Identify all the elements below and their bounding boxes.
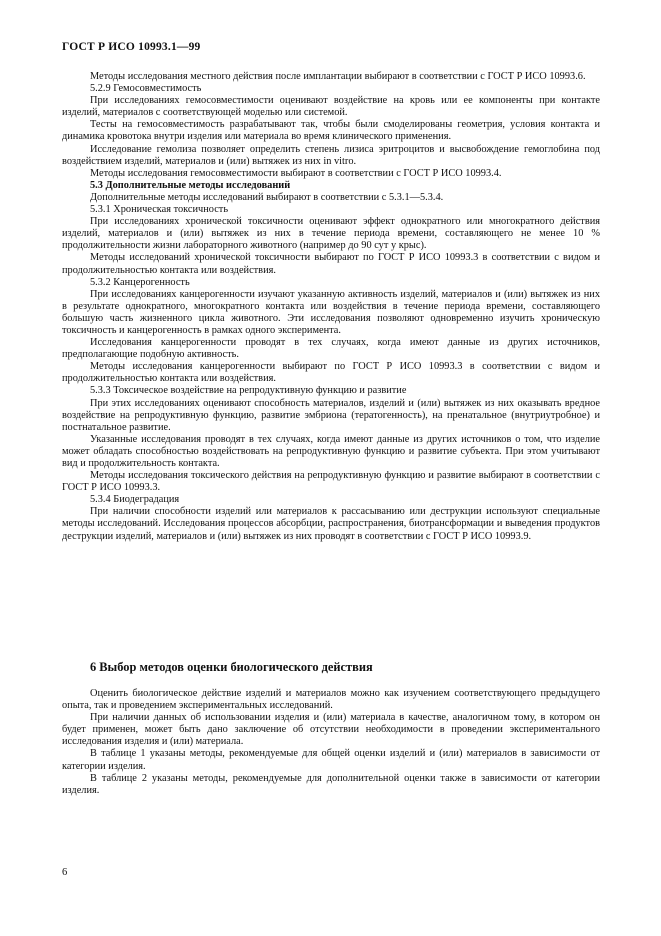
paragraph: Указанные исследования проводят в тех случаях, когда имеют данные из других источников о том, что изделие может обладать способностью воздействовать на репродуктивную функцию и развитие субъекта. При этом учитывают вид и продолжительность контакта. bbox=[62, 433, 600, 469]
paragraph: Методы исследований хронической токсичности выбирают по ГОСТ Р ИСО 10993.3 в соответствии с видом и продолжительностью контакта или воздействия. bbox=[62, 252, 600, 276]
paragraph: Исследования канцерогенности проводят в тех случаях, когда имеют данные из других источников, предполагающие подобную активность. bbox=[62, 337, 600, 361]
paragraph: В таблице 1 указаны методы, рекомендуемые для общей оценки изделий и (или) материалов в зависимости от категории изделия. bbox=[62, 748, 600, 772]
subsection-heading: 5.3.1 Хроническая токсичность bbox=[90, 204, 229, 216]
paragraph: При исследованиях хронической токсичности оценивают эффект однократного или многократного действия изделий, материалов и (или) вытяжек из них в течение периода времени, составляющего не менее 10 % продолжительности жизни лабораторного животного (например до 90 сут у крыс). bbox=[62, 216, 600, 252]
subsection-heading: 5.3.4 Биодеградация bbox=[90, 494, 180, 506]
section-heading: 5.3 Дополнительные методы исследований bbox=[90, 179, 291, 191]
paragraph: Исследование гемолиза позволяет определить степень лизиса эритроцитов и высвобождение гемоглобина под воздействием изделий, материалов и (или) вытяжек из них in vitro. bbox=[62, 143, 600, 167]
paragraph: Методы исследования канцерогенности выбирают по ГОСТ Р ИСО 10993.3 в соответствии с видом и продолжительностью контакта или воздействия. bbox=[62, 361, 600, 385]
section-5-body bbox=[62, 71, 600, 543]
paragraph: Дополнительные методы исследований выбирают в соответствии с 5.3.1—5.3.4. bbox=[90, 191, 444, 203]
paragraph: Методы исследования гемосовместимости выбирают в соответствии с ГОСТ Р ИСО 10993.4. bbox=[90, 167, 502, 179]
paragraph: При этих исследованиях оценивают способность материалов, изделий и (или) вытяжек из них оказывать вредное воздействие на репродуктивную функцию, развитие эмбриона (тератогенность), на пренатальное (внутриутробное) и постнатальное развитие. bbox=[62, 397, 600, 433]
paragraph: При наличии данных об использовании изделия и (или) материала в качестве, аналогичном тому, в котором он будет применен, может быть дано заключение об отсутствии необходимости в проведении экспериментального исследования изделия и (или) материала. bbox=[62, 712, 600, 748]
paragraph: В таблице 2 указаны методы, рекомендуемые для дополнительной оценки также в зависимости от категории изделия. bbox=[62, 772, 600, 796]
paragraph: Оценить биологическое действие изделий и материалов можно как изучением соответствующего предыдущего опыта, так и проведением экспериментальных исследований. bbox=[62, 688, 600, 712]
subsection-heading: 5.2.9 Гемосовместимость bbox=[90, 83, 202, 95]
page-number: 6 bbox=[62, 867, 68, 878]
subsection-heading: 5.3.3 Токсическое воздействие на репродуктивную функцию и развитие bbox=[90, 385, 407, 397]
section-6-body bbox=[62, 688, 600, 797]
paragraph: При исследованиях канцерогенности изучают указанную активность изделий, материалов и (или) вытяжек из них в результате однократного, многократного контакта или воздействия в течение периода времени, составляющего большую часть жизненного цикла животного. Эти исследования позволяют одновременно изучить хроническую токсичность и канцерогенность в рамках одного эксперимента. bbox=[62, 288, 600, 336]
paragraph: Тесты на гемосовместимость разрабатывают так, чтобы были смоделированы геометрия, условия контакта и динамика кровотока внутри изделия или материала во время клинического применения. bbox=[62, 119, 600, 143]
paragraph: При исследованиях гемосовместимости оценивают воздействие на кровь или ее компоненты при контакте изделий, материалов с соответствующей моделью или системой. bbox=[62, 95, 600, 119]
document-header: ГОСТ Р ИСО 10993.1—99 bbox=[62, 41, 201, 53]
section-6-title: 6 Выбор методов оценки биологического действия bbox=[90, 660, 373, 674]
paragraph: Методы исследования местного действия после имплантации выбирают в соответствии с ГОСТ Р ИСО 10993.6. bbox=[90, 71, 586, 82]
paragraph: Методы исследования токсического действия на репродуктивную функцию и развитие выбирают в соответствии с ГОСТ Р ИСО 10993.3. bbox=[62, 470, 600, 494]
paragraph: При наличии способности изделий или материалов к рассасыванию или деструкции используют специальные методы исследований. Исследования процессов абсорбции, распространения, биотрансформации и выведения продуктов деструкции изделий, материалов и (или) вытяжек из них проводят в соответствии с ГОСТ Р ИСО 10993.9. bbox=[62, 506, 600, 542]
subsection-heading: 5.3.2 Канцерогенность bbox=[90, 276, 190, 288]
